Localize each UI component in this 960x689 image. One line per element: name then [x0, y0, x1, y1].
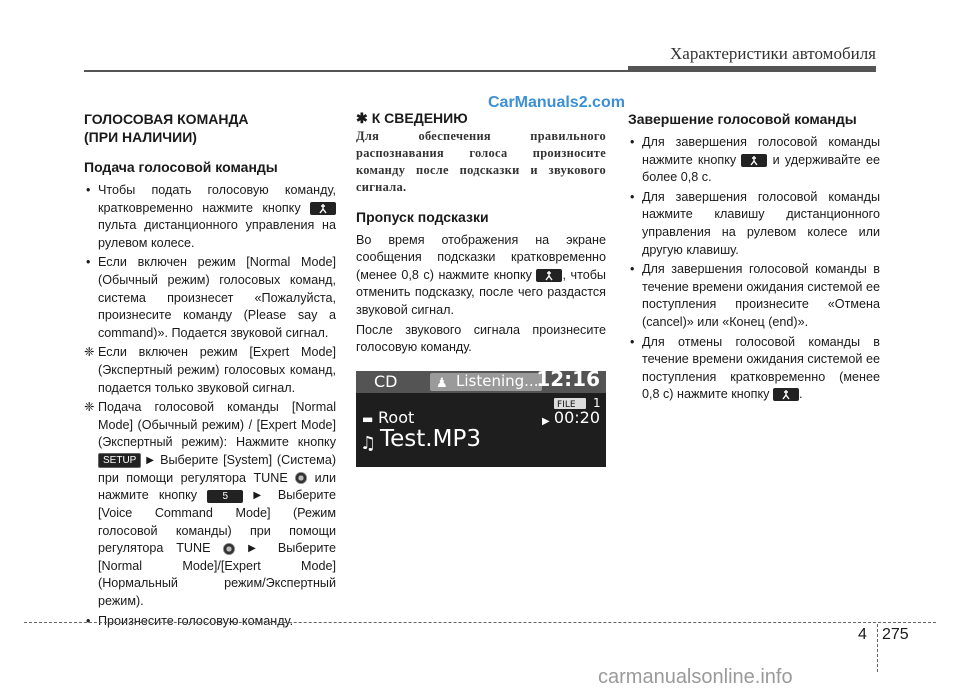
display-song: Test.MP3: [380, 425, 481, 452]
audio-display-screenshot: [356, 371, 606, 467]
text: Подача голосовой команды [Normal Mode] (Обычный режим) / [Expert Mode] (Экспертный режим): Нажмите кнопку: [98, 400, 336, 450]
note-item: [84, 399, 336, 611]
display-track-number: 1: [593, 395, 601, 410]
triangle-right-icon: ▶: [253, 490, 268, 502]
text: .: [798, 387, 803, 402]
voice-command-icon: [310, 202, 336, 215]
text: Для отмены голосовой команды в течение времени ожидания системой ее поступления кратковременно (менее 0,8 с) нажмите кнопку: [642, 334, 880, 402]
section-subtitle: Подача голосовой команды: [84, 159, 278, 175]
footer-divider: [877, 624, 878, 672]
list-item: [84, 182, 336, 252]
list-item: • Произнесите голосовую команду.: [84, 613, 336, 631]
asterisk-icon: ✱: [356, 110, 368, 126]
text: Выберите [Voice Command Mode] (Режим голосовой команды) при помощи регулятора TUNE: [98, 488, 337, 556]
section-title: [84, 110, 336, 146]
music-note-icon: ♫: [360, 432, 377, 454]
info-text: Для обеспечения правильного распознавания голоса произносите команду после подсказки и звукового сигнала.: [356, 128, 606, 194]
text: Для завершения голосовой команды нажмите кнопку: [642, 135, 880, 167]
text: , чтобы отменить подсказку, после чего раздастся звуковой сигнал.: [356, 267, 606, 317]
text: Выберите [System] (Система) при помощи регулятора TUNE: [98, 453, 337, 485]
paragraph: [356, 232, 606, 320]
section-subtitle: Пропуск подсказки: [356, 208, 489, 225]
display-file-label: FILE: [557, 399, 576, 410]
note-item: ❈ Если включен режим [Expert Mode] (Экспертный режим) голосовых команд, подается только звуковой сигнал.: [84, 344, 336, 397]
triangle-right-icon: ▶: [248, 543, 266, 555]
text: Во время отображения на экране сообщения подсказки кратковременно (менее 0,8 с) нажмите кнопку: [356, 232, 606, 282]
info-title: [356, 110, 606, 128]
instruction-list: [84, 182, 336, 630]
header-rule-thick: [628, 66, 876, 72]
column-middle: [356, 110, 606, 467]
text: Чтобы подать голосовую команду, кратковременно нажмите кнопку: [98, 183, 336, 215]
display-status: Listening...: [456, 371, 539, 390]
setup-button-icon: SETUP: [98, 453, 141, 468]
instruction-list: [628, 134, 880, 404]
play-icon: ▶: [542, 415, 550, 427]
section-title-line1: ГОЛОСОВАЯ КОМАНДА: [84, 111, 249, 127]
header-rule: [84, 70, 628, 72]
text: и удерживайте ее более 0,8 с.: [642, 152, 880, 185]
voice-command-icon: ♟: [436, 375, 448, 391]
tune-knob-icon: [295, 472, 307, 484]
footer-rule: [24, 622, 936, 623]
section-subtitle: Завершение голосовой команды: [628, 111, 857, 127]
list-item: • Если включен режим [Normal Mode] (Обычный режим) голосовых команд, система произнесет «Пожалуйста, произнесите команду (Please say a command)». Подается звуковой сигнал.: [84, 254, 336, 342]
voice-command-icon: [536, 269, 562, 282]
page-number: 275: [882, 626, 909, 643]
display-source: CD: [374, 371, 398, 391]
list-item: [628, 134, 880, 187]
list-item: • Для завершения голосовой команды в течение времени ожидания системой ее поступления произнесите «Отмена (cancel)» или «Конец (end)».: [628, 261, 880, 331]
watermark-bottom: carmanualsonline.info: [598, 666, 793, 688]
page-section-number: 4: [858, 626, 867, 643]
voice-command-icon: [741, 154, 767, 167]
display-elapsed: 00:20: [553, 407, 600, 427]
section-title-line2: (ПРИ НАЛИЧИИ): [84, 129, 197, 145]
info-title-text: К СВЕДЕНИЮ: [371, 110, 468, 126]
voice-command-icon: [773, 388, 799, 401]
text: Выберите [Normal Mode]/[Expert Mode] (Нормальный режим/Экспертный режим).: [98, 541, 337, 609]
triangle-right-icon: ▶: [146, 454, 156, 466]
text: или нажмите кнопку: [98, 470, 337, 503]
display-folder: Root: [378, 407, 415, 427]
list-item: [628, 334, 880, 404]
column-right: [628, 110, 880, 406]
display-clock: 12:16: [536, 370, 600, 391]
folder-icon: ▬: [362, 411, 374, 426]
header-title: Характеристики автомобиля: [670, 44, 876, 63]
column-left: [84, 110, 336, 632]
list-item: • Для завершения голосовой команды нажмите клавишу дистанционного управления на рулевом колесе или другую клавишу.: [628, 189, 880, 259]
watermark-top: CarManuals2.com: [488, 94, 625, 111]
paragraph: После звукового сигнала произнесите голосовую команду.: [356, 322, 606, 355]
five-button-icon: 5: [207, 490, 243, 503]
text: пульта дистанционного управления на рулевом колесе.: [98, 218, 336, 250]
tune-knob-icon: [223, 543, 235, 555]
